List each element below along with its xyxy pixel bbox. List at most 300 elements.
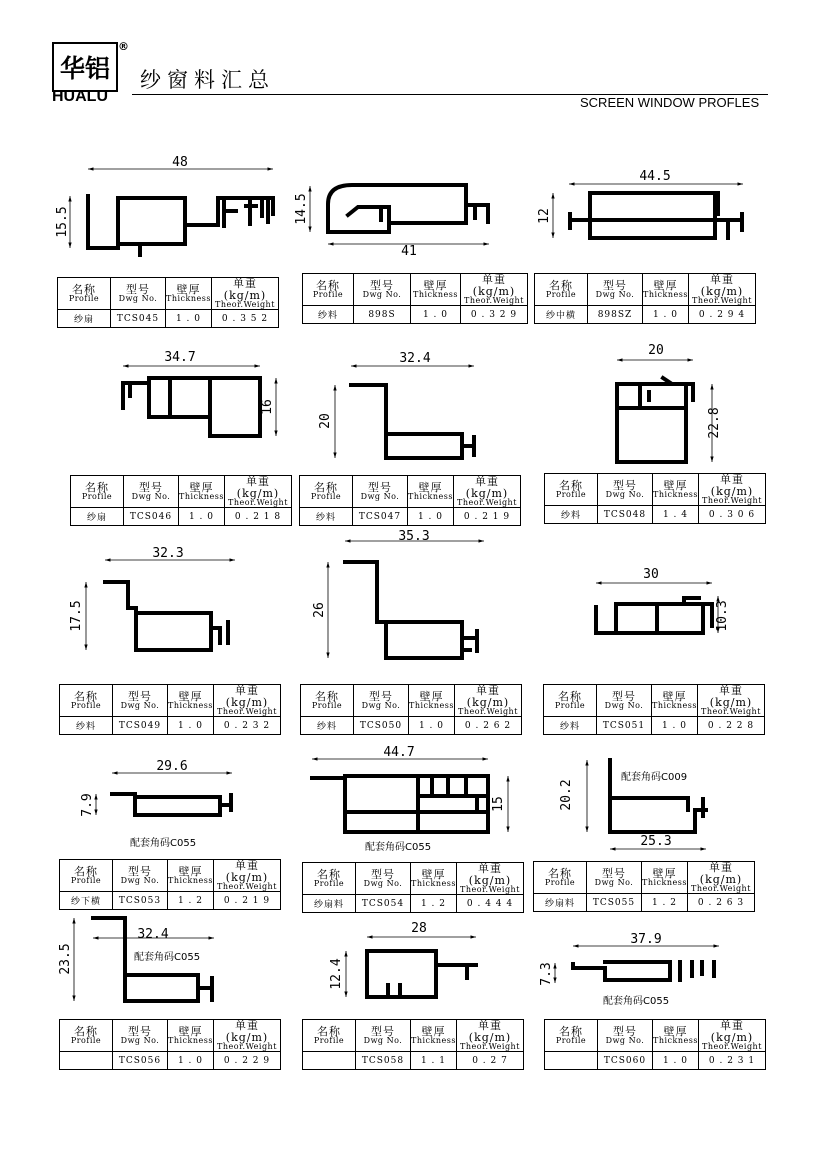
profile-section-outline: [351, 385, 474, 458]
profile-section-outline: [123, 378, 260, 436]
header-en-label: Thickness: [643, 290, 688, 300]
header-en-label: Thickness: [653, 1036, 698, 1046]
header-en-label: Theor.Weight: [702, 1042, 762, 1052]
header-en-label: Dwg No.: [120, 701, 160, 711]
weight-header: [688, 862, 755, 894]
header-cn-label: 型号: [128, 689, 152, 703]
header-cn-label: 型号: [602, 866, 626, 880]
profile-name: 纱料: [300, 508, 353, 526]
profile-header: [301, 685, 354, 717]
header-en-label: Theor.Weight: [228, 498, 288, 508]
profile-section-outline: [112, 794, 231, 815]
thickness-value: 1 . 0: [409, 717, 455, 735]
header-cn-label: 单重(kg/m): [710, 1019, 754, 1044]
dimension-label: 44.7: [383, 745, 415, 760]
header-en-label: Profile: [70, 876, 102, 886]
header-cn-label: 壁厚: [421, 1024, 446, 1038]
dwg-number: TCS053: [113, 892, 168, 910]
header-cn-label: 壁厚: [189, 480, 214, 494]
thickness-value: 1 . 2: [411, 895, 457, 913]
weight-header: [214, 685, 281, 717]
dwg-header: [113, 1020, 168, 1052]
header-cn-label: 壁厚: [652, 866, 677, 880]
dwg-header: [354, 685, 409, 717]
corner-bracket-note: 配套角码C055: [365, 842, 432, 853]
header-en-label: Dwg No.: [120, 876, 160, 886]
header-en-label: Dwg No.: [118, 294, 158, 304]
thickness-header: [653, 1020, 699, 1052]
header-cn-label: 型号: [603, 278, 627, 292]
weight-value: 0 . 2 7: [457, 1052, 524, 1070]
header-cn-label: 壁厚: [418, 480, 443, 494]
header-en-label: Thickness: [179, 492, 224, 502]
thickness-header: [166, 278, 212, 310]
thickness-header: [168, 1020, 214, 1052]
profile-header: [71, 476, 124, 508]
dwg-number: TCS045: [111, 310, 166, 328]
profile-table: [544, 1019, 766, 1070]
page-title-english: SCREEN WINDOW PROFLES: [580, 95, 760, 110]
header-cn-label: 型号: [368, 480, 392, 494]
profile-table: [534, 273, 756, 324]
thickness-value: 1 . 0: [411, 306, 461, 324]
header-en-label: Profile: [544, 878, 576, 888]
profile-table: [302, 273, 528, 324]
thickness-value: 1 . 0: [652, 717, 698, 735]
profile-name: [303, 1052, 356, 1070]
header-en-label: Theor.Weight: [458, 707, 518, 717]
header-en-label: Theor.Weight: [701, 707, 761, 717]
dimension-label: 10.3: [715, 600, 730, 632]
header-cn-label: 单重(kg/m): [236, 475, 280, 500]
dwg-number: 898S: [354, 306, 411, 324]
thickness-value: 1 . 2: [168, 892, 214, 910]
dimension-label: 20: [648, 343, 664, 358]
thickness-header: [179, 476, 225, 508]
header-en-label: Profile: [312, 290, 344, 300]
thickness-header: [652, 685, 698, 717]
header-en-label: Thickness: [166, 294, 211, 304]
dimension-label: 48: [172, 155, 188, 170]
dimension-label: 32.4: [137, 927, 169, 942]
weight-value: 0 . 3 2 9: [461, 306, 528, 324]
header-cn-label: 型号: [370, 278, 394, 292]
dimension-label: 22.8: [707, 407, 722, 439]
weight-value: 0 . 2 6 3: [688, 894, 755, 912]
header-cn-label: 单重(kg/m): [700, 273, 744, 298]
thickness-value: 1 . 0: [408, 508, 454, 526]
profile-section-outline: [570, 193, 742, 238]
header-en-label: Theor.Weight: [464, 296, 524, 306]
dwg-number: TCS048: [598, 506, 653, 524]
dimension-label: 23.5: [58, 943, 73, 975]
profile-name: 纱扇: [71, 508, 124, 526]
profile-table: [302, 862, 524, 913]
dimension-label: 7.3: [539, 962, 554, 986]
profile-section-outline: [610, 760, 706, 832]
profile-table: [299, 475, 521, 526]
header-cn-label: 单重(kg/m): [709, 684, 753, 709]
thickness-value: 1 . 0: [168, 717, 214, 735]
header-en-label: Dwg No.: [595, 290, 635, 300]
dwg-header: [113, 860, 168, 892]
header-cn-label: 壁厚: [653, 278, 678, 292]
corner-bracket-note: 配套角码C055: [130, 838, 197, 849]
header-en-label: Dwg No.: [363, 879, 403, 889]
header-en-label: Dwg No.: [363, 1036, 403, 1046]
header-cn-label: 壁厚: [663, 478, 688, 492]
header-en-label: Dwg No.: [604, 701, 644, 711]
weight-value: 0 . 2 6 2: [455, 717, 522, 735]
dimension-label: 37.9: [630, 932, 662, 947]
profile-table: [544, 473, 766, 524]
corner-bracket-note: 配套角码C055: [134, 952, 201, 963]
weight-header: [454, 476, 521, 508]
dwg-header: [113, 685, 168, 717]
thickness-value: 1 . 0: [168, 1052, 214, 1070]
profile-header: [534, 862, 587, 894]
dimension-label: 15.5: [55, 206, 70, 238]
header-en-label: Dwg No.: [361, 701, 401, 711]
dimension-label: 14.5: [294, 193, 309, 225]
page-title-chinese: 纱窗料汇总: [140, 68, 275, 92]
header-cn-label: 壁厚: [419, 689, 444, 703]
header-cn-label: 型号: [139, 480, 163, 494]
header-cn-label: 单重(kg/m): [468, 862, 512, 887]
header-en-label: Thickness: [168, 1036, 213, 1046]
header-en-label: Dwg No.: [120, 1036, 160, 1046]
profile-section-outline: [573, 962, 714, 980]
weight-value: 0 . 2 3 1: [699, 1052, 766, 1070]
profile-table: [302, 1019, 524, 1070]
thickness-header: [408, 476, 454, 508]
header-cn-label: 名称: [549, 278, 573, 292]
profile-name: 纱料: [303, 306, 354, 324]
weight-header: [214, 860, 281, 892]
dwg-number: TCS046: [124, 508, 179, 526]
dimension-label: 7.9: [80, 793, 95, 817]
profile-section-outline: [328, 185, 488, 232]
dwg-header: [353, 476, 408, 508]
header-en-label: Thickness: [168, 701, 213, 711]
header-cn-label: 型号: [128, 1024, 152, 1038]
header-en-label: Theor.Weight: [215, 300, 275, 310]
weight-header: [461, 274, 528, 306]
weight-value: 0 . 2 1 9: [214, 892, 281, 910]
header-cn-label: 单重(kg/m): [710, 473, 754, 498]
header-en-label: Dwg No.: [131, 492, 171, 502]
header-cn-label: 壁厚: [178, 689, 203, 703]
header-cn-label: 壁厚: [176, 282, 201, 296]
profile-header: [58, 278, 111, 310]
profile-header: [545, 1020, 598, 1052]
weight-value: 0 . 4 4 4: [457, 895, 524, 913]
weight-header: [225, 476, 292, 508]
header-en-label: Theor.Weight: [702, 496, 762, 506]
weight-value: 0 . 2 3 2: [214, 717, 281, 735]
header-en-label: Thickness: [168, 876, 213, 886]
profile-name: 纱中横: [535, 306, 588, 324]
header-cn-label: 壁厚: [423, 278, 448, 292]
weight-header: [455, 685, 522, 717]
header-cn-label: 名称: [316, 278, 340, 292]
profile-name: 纱下横: [60, 892, 113, 910]
dwg-number: TCS049: [113, 717, 168, 735]
profile-header: [544, 685, 597, 717]
dwg-header: [588, 274, 643, 306]
weight-header: [212, 278, 279, 310]
profile-header: [303, 863, 356, 895]
profile-table: [543, 684, 765, 735]
profile-section-outline: [105, 582, 228, 650]
dwg-header: [597, 685, 652, 717]
profile-header: [60, 685, 113, 717]
thickness-header: [643, 274, 689, 306]
header-cn-label: 单重(kg/m): [466, 684, 510, 709]
header-en-label: Dwg No.: [360, 492, 400, 502]
weight-header: [457, 863, 524, 895]
dimension-label: 26: [312, 602, 327, 618]
corner-bracket-note: 配套角码C055: [603, 996, 670, 1007]
logo-english-text: HUALU: [52, 88, 108, 105]
header-cn-label: 名称: [317, 867, 341, 881]
header-en-label: Profile: [313, 879, 345, 889]
header-cn-label: 壁厚: [662, 689, 687, 703]
header-cn-label: 壁厚: [663, 1024, 688, 1038]
header-cn-label: 单重(kg/m): [225, 1019, 269, 1044]
profile-table: [59, 859, 281, 910]
header-cn-label: 型号: [369, 689, 393, 703]
dwg-number: 898SZ: [588, 306, 643, 324]
thickness-header: [653, 474, 699, 506]
weight-header: [699, 1020, 766, 1052]
profile-name: 纱扇料: [303, 895, 356, 913]
header-en-label: Profile: [310, 492, 342, 502]
profile-header: [545, 474, 598, 506]
profile-table: [57, 277, 279, 328]
header-cn-label: 名称: [74, 1024, 98, 1038]
header-en-label: Theor.Weight: [460, 1042, 520, 1052]
header-cn-label: 名称: [72, 282, 96, 296]
dwg-number: TCS051: [597, 717, 652, 735]
weight-value: 0 . 2 1 8: [225, 508, 292, 526]
header-en-label: Theor.Weight: [460, 885, 520, 895]
dwg-header: [598, 1020, 653, 1052]
weight-value: 0 . 2 2 9: [214, 1052, 281, 1070]
dimension-label: 28: [411, 921, 427, 936]
header-en-label: Theor.Weight: [692, 296, 752, 306]
header-cn-label: 名称: [317, 1024, 341, 1038]
header-cn-label: 单重(kg/m): [699, 861, 743, 886]
dimension-label: 35.3: [398, 529, 430, 544]
dwg-number: TCS055: [587, 894, 642, 912]
header-cn-label: 单重(kg/m): [225, 684, 269, 709]
header-cn-label: 单重(kg/m): [223, 277, 267, 302]
dwg-number: TCS050: [354, 717, 409, 735]
header-en-label: Profile: [545, 290, 577, 300]
thickness-value: 1 . 0: [643, 306, 689, 324]
profile-section-outline: [367, 951, 476, 997]
profile-name: 纱料: [544, 717, 597, 735]
header-en-label: Thickness: [413, 290, 458, 300]
dwg-header: [354, 274, 411, 306]
profile-name: 纱料: [60, 717, 113, 735]
profile-header: [300, 476, 353, 508]
header-en-label: Thickness: [411, 879, 456, 889]
thickness-value: 1 . 0: [653, 1052, 699, 1070]
profile-name: 纱料: [301, 717, 354, 735]
profile-name: [60, 1052, 113, 1070]
profile-section-outline: [596, 598, 712, 633]
weight-header: [214, 1020, 281, 1052]
dwg-number: TCS056: [113, 1052, 168, 1070]
profile-name: 纱扇料: [534, 894, 587, 912]
thickness-header: [409, 685, 455, 717]
profile-section-outline: [345, 562, 477, 658]
thickness-header: [642, 862, 688, 894]
dimension-label: 41: [401, 244, 417, 259]
header-en-label: Profile: [313, 1036, 345, 1046]
weight-value: 0 . 3 5 2: [212, 310, 279, 328]
dwg-number: TCS054: [356, 895, 411, 913]
thickness-value: 1 . 2: [642, 894, 688, 912]
header-cn-label: 型号: [613, 1024, 637, 1038]
header-cn-label: 名称: [558, 689, 582, 703]
header-en-label: Theor.Weight: [217, 882, 277, 892]
header-en-label: Profile: [68, 294, 100, 304]
dimension-label: 17.5: [69, 600, 84, 632]
profile-table: [59, 1019, 281, 1070]
profile-section-outline: [88, 196, 273, 255]
header-cn-label: 壁厚: [178, 1024, 203, 1038]
header-cn-label: 单重(kg/m): [465, 475, 509, 500]
dwg-header: [598, 474, 653, 506]
profile-table: [533, 861, 755, 912]
dwg-number: TCS058: [356, 1052, 411, 1070]
header-cn-label: 壁厚: [421, 867, 446, 881]
header-en-label: Theor.Weight: [457, 498, 517, 508]
header-en-label: Dwg No.: [594, 878, 634, 888]
dimension-label: 34.7: [164, 350, 196, 365]
header-en-label: Profile: [555, 490, 587, 500]
header-en-label: Profile: [81, 492, 113, 502]
header-en-label: Thickness: [411, 1036, 456, 1046]
thickness-header: [411, 863, 457, 895]
header-en-label: Thickness: [653, 490, 698, 500]
header-cn-label: 型号: [613, 478, 637, 492]
profile-header: [303, 1020, 356, 1052]
registered-mark: ®: [118, 40, 129, 53]
profile-header: [60, 1020, 113, 1052]
dimension-label: 29.6: [156, 759, 188, 774]
header-cn-label: 名称: [315, 689, 339, 703]
dwg-number: TCS060: [598, 1052, 653, 1070]
header-cn-label: 型号: [128, 864, 152, 878]
thickness-value: 1 . 0: [166, 310, 212, 328]
profile-name: 纱料: [545, 506, 598, 524]
header-en-label: Theor.Weight: [217, 707, 277, 717]
profile-table: [70, 475, 292, 526]
header-en-label: Profile: [555, 1036, 587, 1046]
header-cn-label: 型号: [126, 282, 150, 296]
header-cn-label: 单重(kg/m): [472, 273, 516, 298]
header-cn-label: 壁厚: [178, 864, 203, 878]
corner-bracket-note: 配套角码C009: [621, 772, 688, 783]
header-en-label: Profile: [311, 701, 343, 711]
weight-header: [699, 474, 766, 506]
header-cn-label: 名称: [74, 689, 98, 703]
dimension-label: 20: [318, 413, 333, 429]
profile-name: [545, 1052, 598, 1070]
thickness-value: 1 . 4: [653, 506, 699, 524]
header-en-label: Dwg No.: [362, 290, 402, 300]
header-en-label: Dwg No.: [605, 1036, 645, 1046]
weight-value: 0 . 3 0 6: [699, 506, 766, 524]
dimension-label: 20.2: [559, 779, 574, 811]
dimension-label: 44.5: [639, 169, 671, 184]
header-cn-label: 型号: [612, 689, 636, 703]
weight-header: [698, 685, 765, 717]
weight-header: [689, 274, 756, 306]
profile-table: [59, 684, 281, 735]
header-en-label: Theor.Weight: [217, 1042, 277, 1052]
dwg-header: [356, 1020, 411, 1052]
header-cn-label: 型号: [371, 1024, 395, 1038]
profile-header: [535, 274, 588, 306]
profile-header: [303, 274, 354, 306]
profile-table: [300, 684, 522, 735]
dimension-label: 12.4: [329, 958, 344, 990]
header-cn-label: 名称: [559, 1024, 583, 1038]
dimension-label: 25.3: [640, 834, 672, 849]
thickness-value: 1 . 0: [179, 508, 225, 526]
profile-section-outline: [617, 378, 693, 462]
logo-chinese-text: 华铝: [59, 54, 110, 83]
header-cn-label: 单重(kg/m): [225, 859, 269, 884]
header-cn-label: 型号: [371, 867, 395, 881]
header-cn-label: 名称: [85, 480, 109, 494]
header-en-label: Thickness: [642, 878, 687, 888]
dimension-label: 30: [643, 567, 659, 582]
weight-value: 0 . 2 2 8: [698, 717, 765, 735]
dwg-header: [124, 476, 179, 508]
weight-value: 0 . 2 1 9: [454, 508, 521, 526]
header-cn-label: 名称: [74, 864, 98, 878]
dwg-header: [111, 278, 166, 310]
dimension-label: 15: [491, 796, 506, 812]
profile-name: 纱扇: [58, 310, 111, 328]
dimension-label: 16: [260, 399, 275, 415]
profile-header: [60, 860, 113, 892]
dwg-header: [356, 863, 411, 895]
profile-section-outline: [312, 776, 488, 832]
header-en-label: Thickness: [408, 492, 453, 502]
header-en-label: Profile: [70, 1036, 102, 1046]
thickness-value: 1 . 1: [411, 1052, 457, 1070]
thickness-header: [411, 274, 461, 306]
dwg-header: [587, 862, 642, 894]
header-cn-label: 名称: [559, 478, 583, 492]
header-en-label: Dwg No.: [605, 490, 645, 500]
thickness-header: [168, 860, 214, 892]
header-en-label: Profile: [70, 701, 102, 711]
thickness-header: [411, 1020, 457, 1052]
dimension-label: 12: [537, 208, 552, 224]
thickness-header: [168, 685, 214, 717]
header-en-label: Profile: [554, 701, 586, 711]
dwg-number: TCS047: [353, 508, 408, 526]
dimension-label: 32.4: [399, 351, 431, 366]
